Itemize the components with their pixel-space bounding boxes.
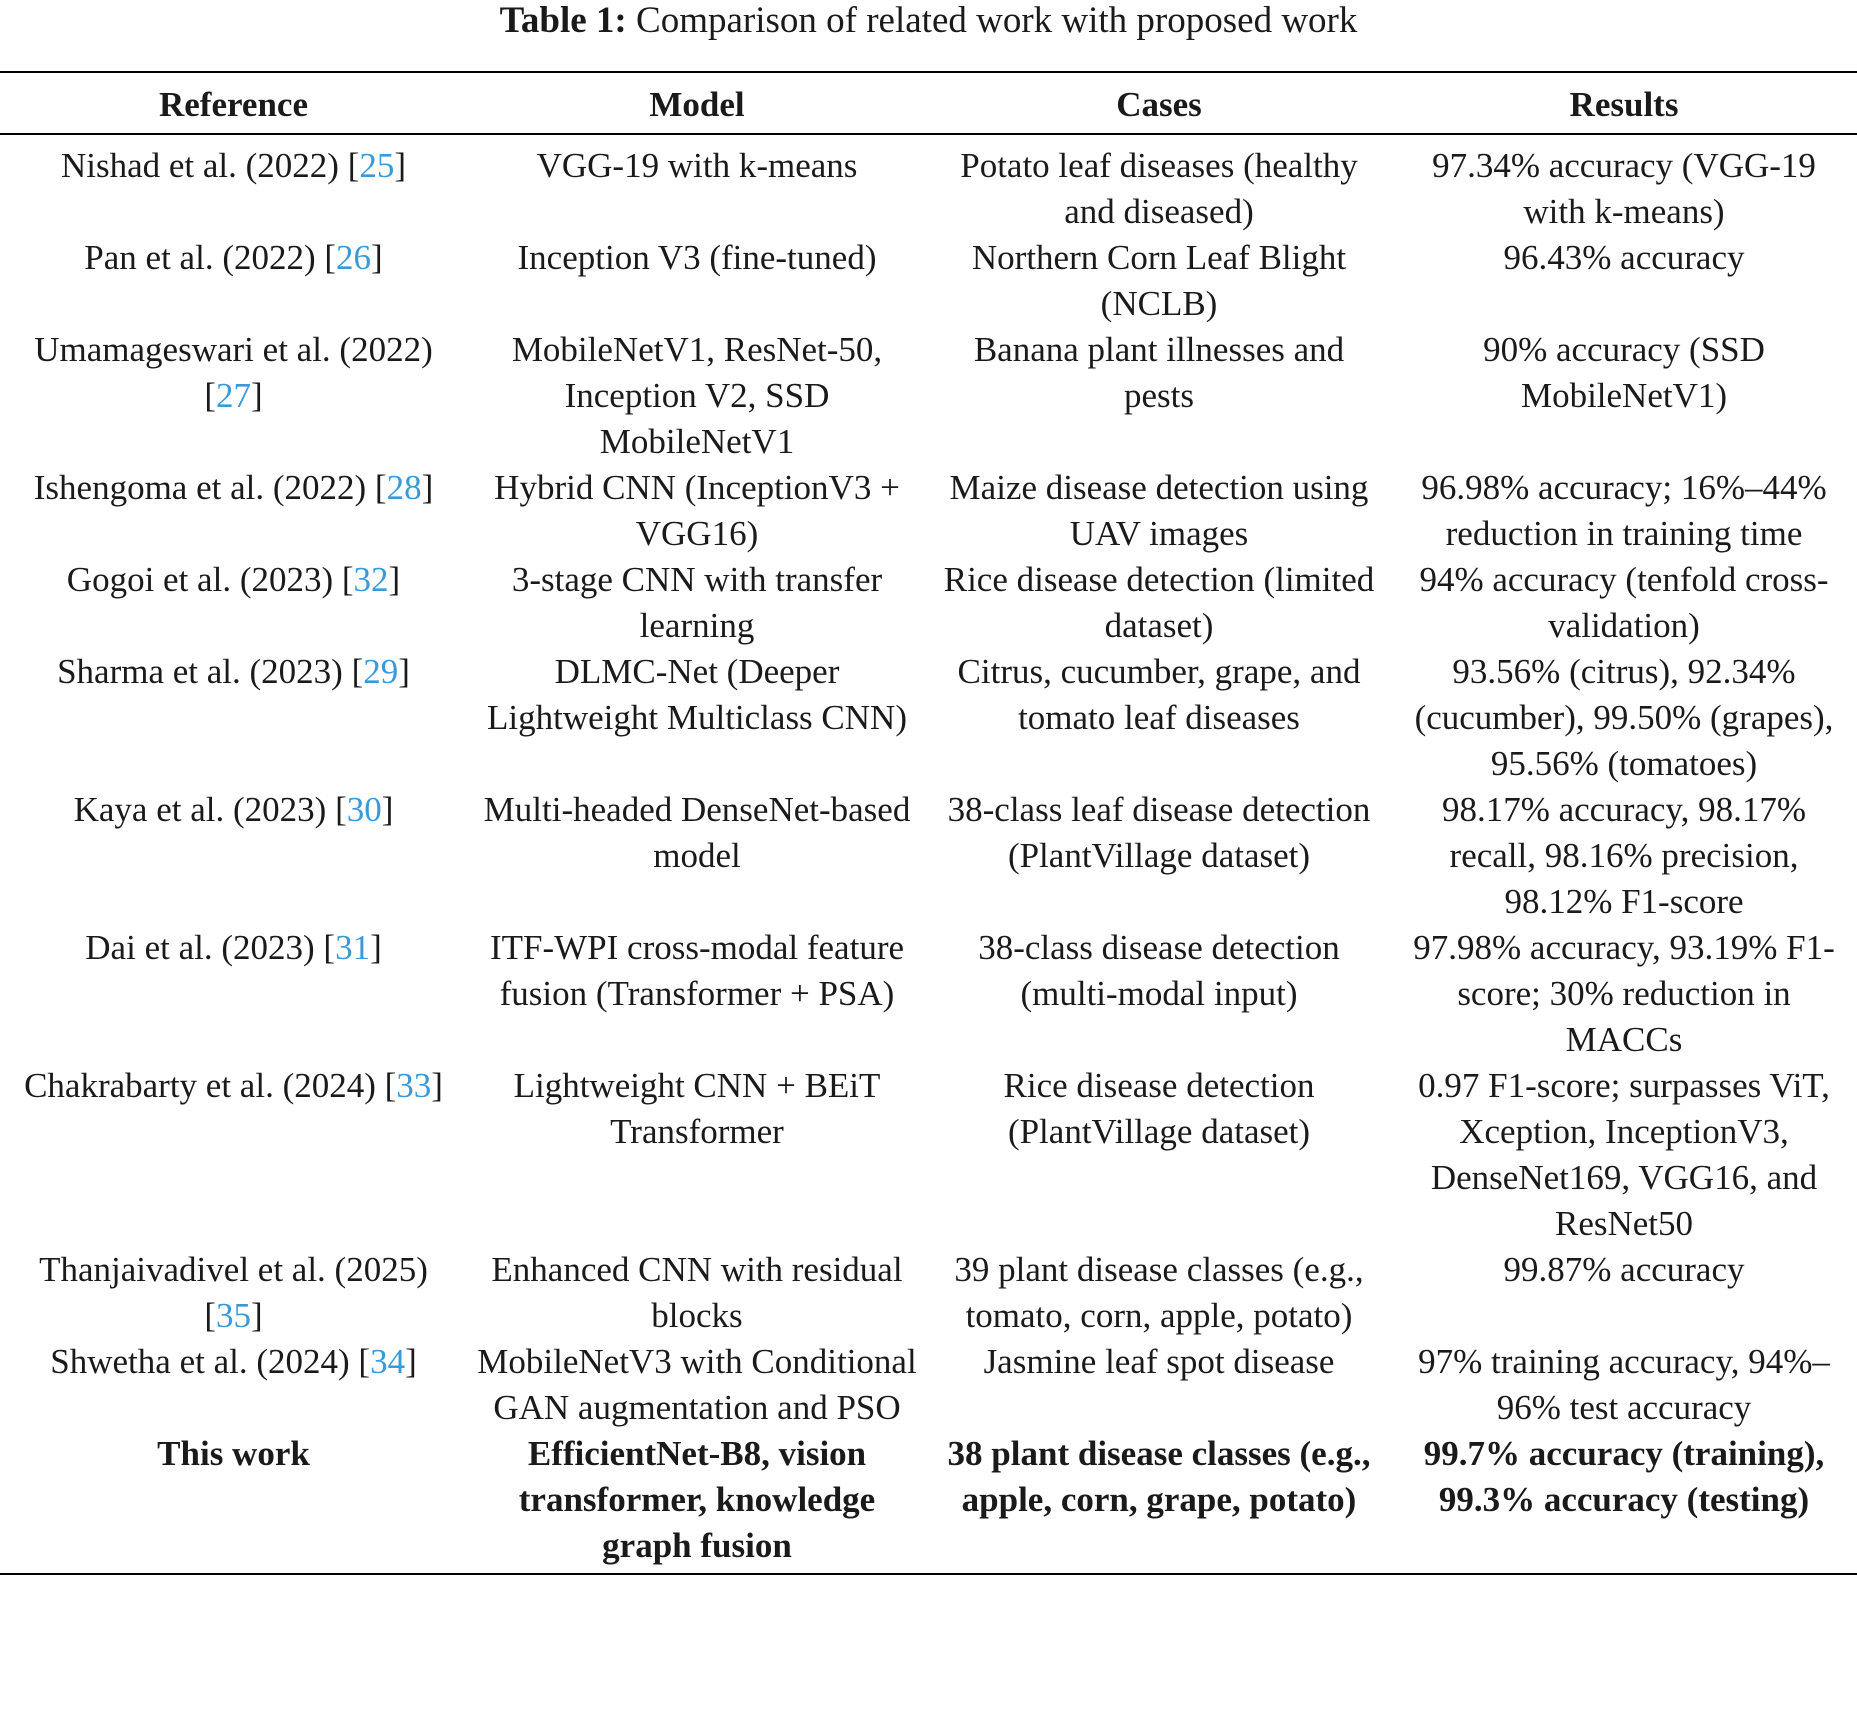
header-cases: Cases <box>927 72 1391 134</box>
cell-results: 96.98% accuracy; 16%–44% reduction in training time <box>1421 468 1827 553</box>
citation-link[interactable]: 30 <box>346 790 382 829</box>
cell-cases: Potato leaf diseases (healthy and diseased) <box>960 146 1358 231</box>
table-row <box>0 235 1857 327</box>
table-body <box>0 134 1857 1574</box>
citation-link[interactable]: 32 <box>353 560 389 599</box>
table-row <box>0 327 1857 465</box>
cell-model: MobileNetV3 with Conditional GAN augmentation and PSO <box>477 1342 917 1427</box>
cell-reference: Umamageswari et al. (2022) [27] <box>34 330 433 415</box>
cell-reference: Nishad et al. (2022) [25] <box>60 146 407 185</box>
table-row <box>0 1063 1857 1247</box>
cell-model: DLMC-Net (Deeper Lightweight Multiclass CNN) <box>487 652 907 737</box>
cell-cases: 38-class leaf disease detection (PlantVillage dataset) <box>947 790 1371 875</box>
cell-results: 96.43% accuracy <box>1503 238 1745 277</box>
cell-model: Inception V3 (fine-tuned) <box>517 238 877 277</box>
table-caption <box>0 0 1857 42</box>
cell-reference: Sharma et al. (2023) [29] <box>57 652 410 691</box>
cell-model: VGG-19 with k-means <box>536 146 858 185</box>
cell-model: MobileNetV1, ResNet-50, Inception V2, SSD MobileNetV1 <box>511 330 883 461</box>
cell-cases: 39 plant disease classes (e.g., tomato, corn, apple, potato) <box>954 1250 1364 1335</box>
citation-link[interactable]: 33 <box>396 1066 432 1105</box>
citation-link[interactable]: 31 <box>335 928 371 967</box>
reference-author: Shwetha et al. (2024) <box>50 1342 359 1381</box>
cell-model: Hybrid CNN (InceptionV3 + VGG16) <box>494 468 900 553</box>
citation-link[interactable]: 29 <box>363 652 399 691</box>
table-caption-text: Comparison of related work with proposed work <box>636 0 1358 41</box>
table-row <box>0 134 1857 235</box>
citation-link[interactable]: 34 <box>370 1342 406 1381</box>
cell-results: 99.87% accuracy <box>1503 1250 1745 1289</box>
cell-reference: This work <box>0 1431 467 1574</box>
cell-cases: Citrus, cucumber, grape, and tomato leaf diseases <box>957 652 1361 737</box>
table-row-this-work <box>0 1431 1857 1574</box>
reference-author: Thanjaivadivel et al. (2025) <box>39 1250 428 1289</box>
reference-author: Kaya et al. (2023) <box>73 790 336 829</box>
table-row <box>0 1247 1857 1339</box>
cell-results: 94% accuracy (tenfold cross-validation) <box>1419 560 1829 645</box>
reference-author: Dai et al. (2023) <box>85 928 324 967</box>
cell-cases: Rice disease detection (limited dataset) <box>943 560 1375 645</box>
cell-results: 99.7% accuracy (training), 99.3% accuracy (testing) <box>1391 1431 1857 1574</box>
cell-cases: Northern Corn Leaf Blight (NCLB) <box>971 238 1347 323</box>
citation-link[interactable]: 26 <box>336 238 372 277</box>
reference-author: Umamageswari et al. (2022) <box>34 330 433 369</box>
comparison-table <box>0 71 1857 1575</box>
header-row <box>0 72 1857 134</box>
citation-link[interactable]: 27 <box>216 376 251 415</box>
table-row <box>0 649 1857 787</box>
cell-cases: Maize disease detection using UAV images <box>949 468 1369 553</box>
cell-cases: Rice disease detection (PlantVillage dataset) <box>1003 1066 1315 1151</box>
reference-author: Ishengoma et al. (2022) <box>33 468 375 507</box>
cell-model: ITF-WPI cross-modal feature fusion (Transformer + PSA) <box>489 928 905 1013</box>
cell-model: Lightweight CNN + BEiT Transformer <box>513 1066 881 1151</box>
cell-cases: Banana plant illnesses and pests <box>973 330 1345 415</box>
cell-reference: Shwetha et al. (2024) [34] <box>50 1342 417 1381</box>
citation-link[interactable]: 25 <box>359 146 395 185</box>
cell-model: 3-stage CNN with transfer learning <box>511 560 883 645</box>
reference-author: Nishad et al. (2022) <box>60 146 348 185</box>
cell-model: Multi-headed DenseNet-based model <box>483 790 911 875</box>
header-model: Model <box>467 72 927 134</box>
cell-reference: Pan et al. (2022) [26] <box>84 238 383 277</box>
cell-reference: Kaya et al. (2023) [30] <box>73 790 394 829</box>
citation-link[interactable]: 28 <box>386 468 422 507</box>
cell-results: 0.97 F1-score; surpasses ViT, Xception, InceptionV3, DenseNet169, VGG16, and ResNet50 <box>1418 1066 1830 1243</box>
reference-author: Pan et al. (2022) <box>84 238 325 277</box>
cell-results: 90% accuracy (SSD MobileNetV1) <box>1483 330 1765 415</box>
table-header <box>0 72 1857 134</box>
table-row <box>0 1339 1857 1431</box>
cell-results: 97.98% accuracy, 93.19% F1-score; 30% reduction in MACCs <box>1413 928 1835 1059</box>
cell-cases: Jasmine leaf spot disease <box>983 1342 1335 1381</box>
header-reference: Reference <box>0 72 467 134</box>
reference-author: Chakrabarty et al. (2024) <box>24 1066 385 1105</box>
cell-reference: Dai et al. (2023) [31] <box>85 928 382 967</box>
cell-results: 97% training accuracy, 94%–96% test accuracy <box>1418 1342 1830 1427</box>
reference-author: Gogoi et al. (2023) <box>66 560 342 599</box>
cell-model: Enhanced CNN with residual blocks <box>491 1250 903 1335</box>
citation-link[interactable]: 35 <box>216 1296 251 1335</box>
cell-reference: Chakrabarty et al. (2024) [33] <box>24 1066 443 1105</box>
table-row <box>0 465 1857 557</box>
cell-reference: Ishengoma et al. (2022) [28] <box>33 468 434 507</box>
comparison-table-container <box>0 71 1857 1575</box>
cell-reference: Thanjaivadivel et al. (2025) [35] <box>39 1250 428 1335</box>
table-row <box>0 787 1857 925</box>
cell-cases: 38 plant disease classes (e.g., apple, corn, grape, potato) <box>927 1431 1391 1574</box>
reference-author: Sharma et al. (2023) <box>57 652 352 691</box>
cell-reference: Gogoi et al. (2023) [32] <box>66 560 401 599</box>
cell-results: 97.34% accuracy (VGG-19 with k-means) <box>1432 146 1816 231</box>
cell-cases: 38-class disease detection (multi-modal input) <box>978 928 1340 1013</box>
table-row <box>0 557 1857 649</box>
cell-results: 93.56% (citrus), 92.34% (cucumber), 99.50% (grapes), 95.56% (tomatoes) <box>1414 652 1834 783</box>
header-results: Results <box>1391 72 1857 134</box>
cell-results: 98.17% accuracy, 98.17% recall, 98.16% precision, 98.12% F1-score <box>1441 790 1807 921</box>
table-caption-label: Table 1: <box>499 0 627 41</box>
cell-model: EfficientNet-B8, vision transformer, knowledge graph fusion <box>467 1431 927 1574</box>
table-row <box>0 925 1857 1063</box>
